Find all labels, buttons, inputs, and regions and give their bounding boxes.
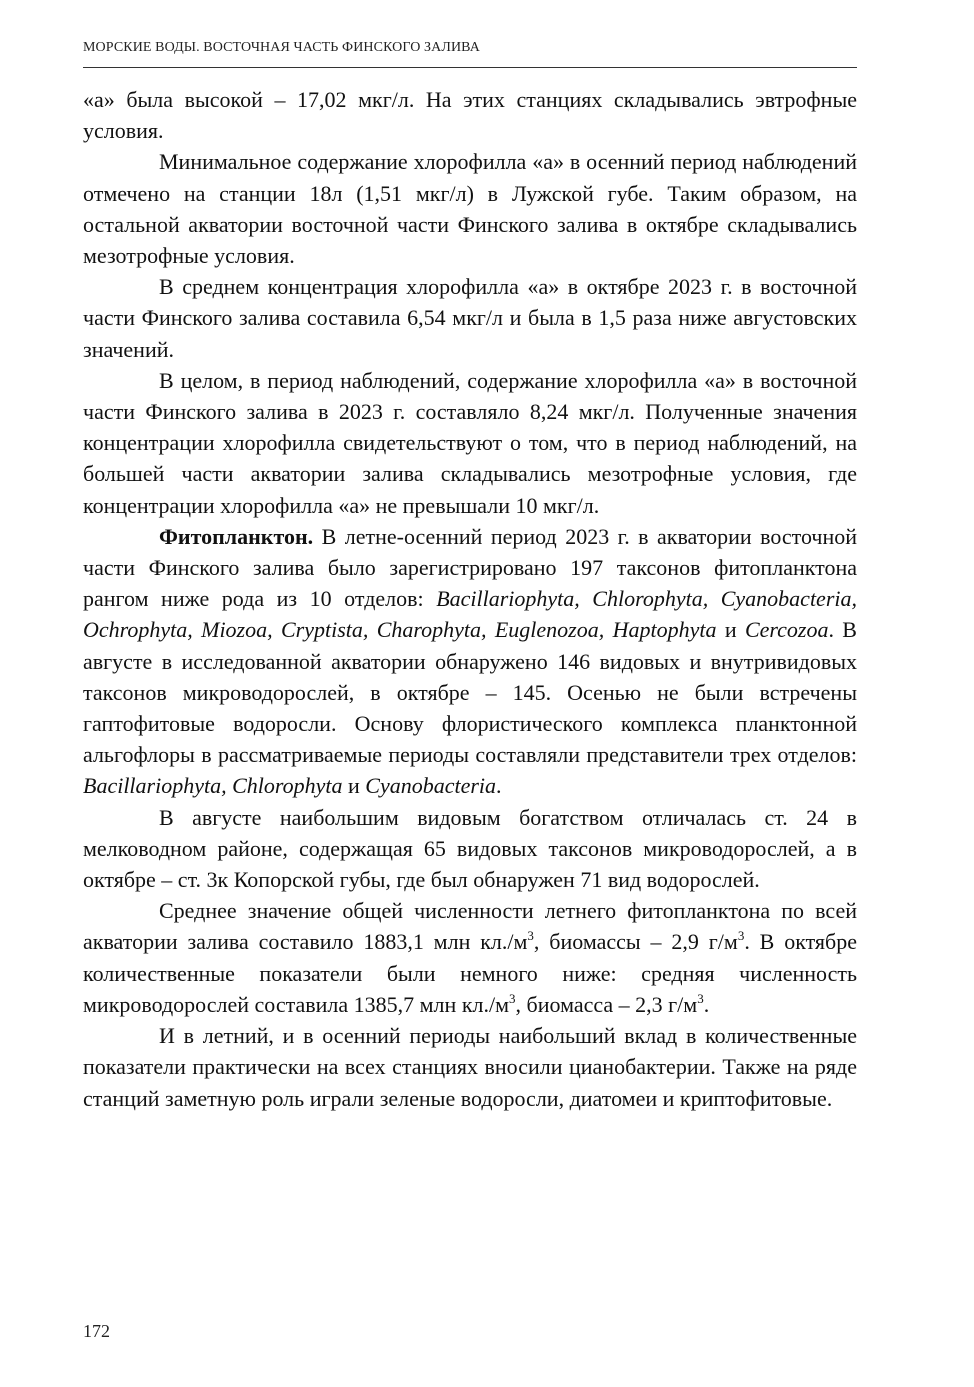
section-lead: Фитопланктон. xyxy=(159,523,314,549)
superscript: 3 xyxy=(737,928,745,944)
paragraph-5-text-1: В летне-осенний период 2023 г. в акватории восточной части Финского залива было зарегистрировано 197 таксонов фитопланктона рангом ниже рода из 10 отделов: xyxy=(83,523,857,612)
main-text xyxy=(83,84,857,1114)
paragraph-1: «а» была высокой – 17,02 мкг/л. На этих станциях складывались эвтрофные условия. xyxy=(83,87,857,144)
paragraph-7-text-5: . xyxy=(703,991,710,1017)
taxon-cercozoa: Cercozoa xyxy=(744,617,829,643)
paragraph-7-text-2: , биомассы – 2,9 г/м xyxy=(533,929,738,955)
paragraph-2: Минимальное содержание хлорофилла «а» в осенний период наблюдений отмечено на станции 18л (1,51 мкг/л) в Лужской губе. Таким образом, на остальной акватории восточной части Финского залива в октябре складывались мезотрофные условия. xyxy=(83,149,857,269)
paragraph-5-end: . xyxy=(496,773,502,799)
conjunction: и xyxy=(716,617,745,643)
taxa-main: Bacillariophyta, Chlorophyta xyxy=(83,773,343,799)
paragraph-7-text-4: , биомасса – 2,3 г/м xyxy=(515,991,698,1017)
paragraph-4: В целом, в период наблюдений, содержание хлорофилла «а» в восточной части Финского залива в 2023 г. составляло 8,24 мкг/л. Полученные значения концентрации хлорофилла свидетельствуют о том, что в период наблюдений, на большей части акватории залива складывались мезотрофные условия, где концентрации хлорофилла «а» не превышали 10 мкг/л. xyxy=(83,367,857,518)
taxa-list: Bacillariophyta, Chlorophyta, Cyanobacteria, Ochrophyta, Miozoa, Cryptista, Charophyta, Euglenozoa, Haptophyta xyxy=(83,586,857,643)
taxon-cyanobacteria: Cyanobacteria xyxy=(365,773,497,799)
header-rule xyxy=(83,67,857,68)
paragraph-5-text-2: . В августе в исследованной акватории обнаружено 146 видовых и внутривидовых таксонов микроводорослей, в октябре – 145. Осенью не были встречены гаптофитовые водоросли. Основу флористического комплекса планктонной альгофлоры в рассматриваемые периоды составляли представители трех отделов: xyxy=(83,617,857,768)
paragraph-3: В среднем концентрация хлорофилла «а» в октябре 2023 г. в восточной части Финского залива составила 6,54 мкг/л и была в 1,5 раза ниже августовских значений. xyxy=(83,274,857,362)
superscript: 3 xyxy=(527,928,534,944)
page-number: 172 xyxy=(83,1321,110,1341)
paragraph-6: В августе наибольшим видовым богатством отличалась ст. 24 в мелководном районе, содержащая 65 видовых таксонов микроводорослей, а в октябре – ст. 3к Копорской губы, где был обнаружен 71 вид водорослей. xyxy=(83,804,857,893)
paragraph-7-text-1: Среднее значение общей численности летнего фитопланктона по всей акватории залива составило 1883,1 млн кл./м xyxy=(83,898,857,955)
paragraph-5 xyxy=(83,521,857,802)
conjunction: и xyxy=(342,773,366,799)
superscript: 3 xyxy=(697,990,704,1006)
paragraph-7 xyxy=(83,895,857,1020)
paragraph-8: И в летний, и в осенний периоды наибольший вклад в количественные показатели практически на всех станциях вносили цианобактерии. Также на ряде станций заметную роль играли зеленые водоросли, диатомеи и криптофитовые. xyxy=(83,1023,857,1111)
superscript: 3 xyxy=(509,990,516,1006)
paragraph-7-text-3: . В октябре количественные показатели были немного ниже: средняя численность микроводорослей составила 1385,7 млн кл./м xyxy=(83,929,858,1017)
running-head: МОРСКИЕ ВОДЫ. ВОСТОЧНАЯ ЧАСТЬ ФИНСКОГО ЗАЛИВА xyxy=(83,40,480,55)
